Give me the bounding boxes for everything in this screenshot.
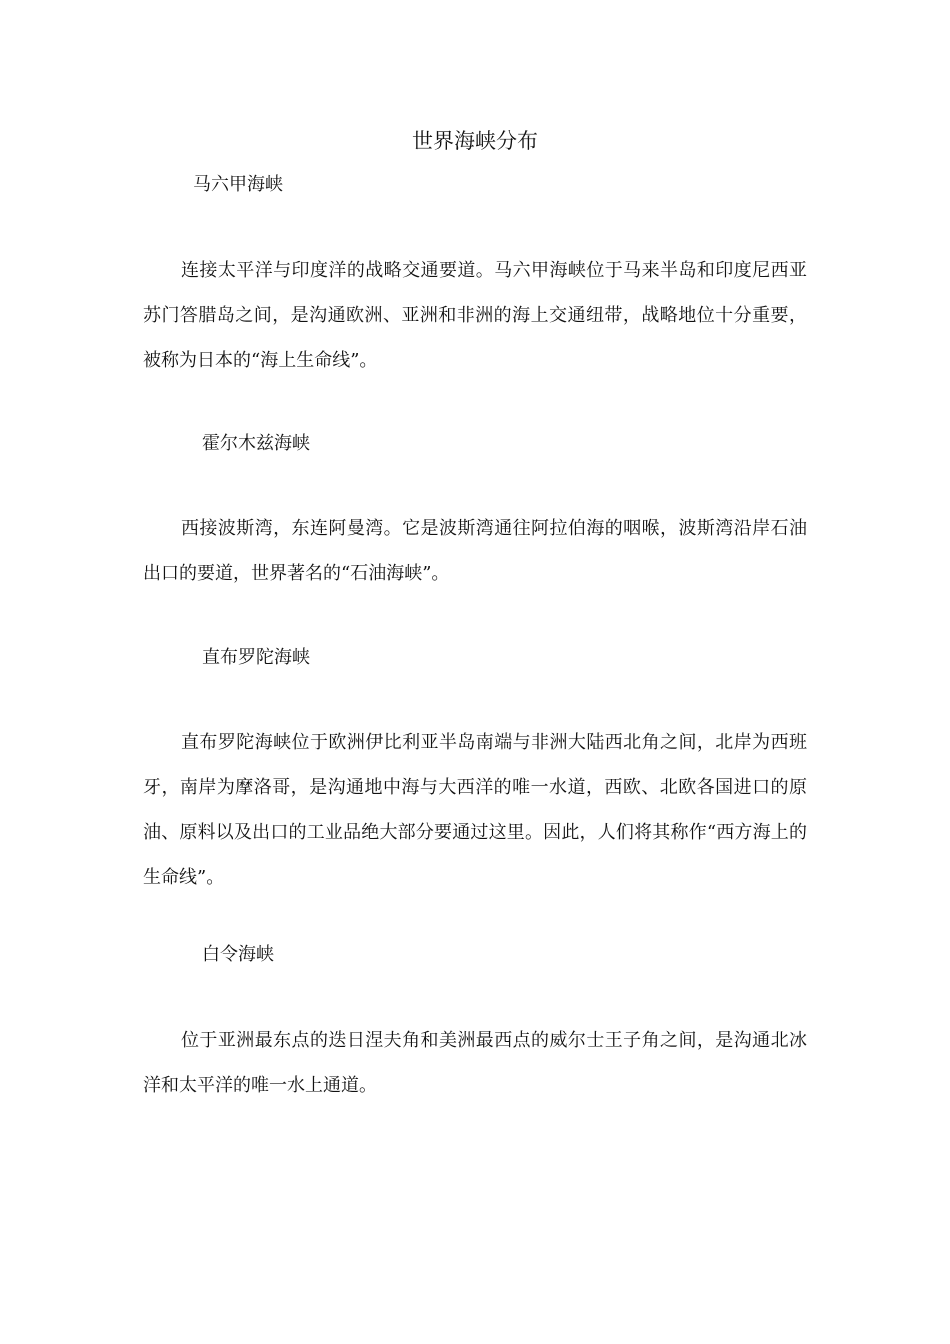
section-body-bering: 位于亚洲最东点的迭日涅夫角和美洲最西点的威尔士王子角之间，是沟通北冰洋和太平洋的唯一水上通道。 — [143, 1030, 807, 1096]
section-body-malacca: 连接太平洋与印度洋的战略交通要道。马六甲海峡位于马来半岛和印度尼西亚苏门答腊岛之间，是沟通欧洲、亚洲和非洲的海上交通纽带，战略地位十分重要，被称为日本的“海上生命线”。 — [143, 260, 807, 371]
section-body-hormuz: 西接波斯湾，东连阿曼湾。它是波斯湾通往阿拉伯海的咽喉，波斯湾沿岸石油出口的要道，世界著名的“石油海峡”。 — [143, 518, 807, 584]
section-heading-malacca: 马六甲海峡 — [193, 174, 283, 195]
document-title: 世界海峡分布 — [412, 129, 538, 153]
section-heading-hormuz: 霍尔木兹海峡 — [202, 433, 310, 454]
section-heading-bering: 白令海峡 — [202, 944, 274, 965]
section-heading-gibraltar: 直布罗陀海峡 — [202, 647, 310, 668]
section-body-gibraltar: 直布罗陀海峡位于欧洲伊比利亚半岛南端与非洲大陆西北角之间，北岸为西班牙，南岸为摩洛哥，是沟通地中海与大西洋的唯一水道，西欧、北欧各国进口的原油、原料以及出口的工业品绝大部分要通过这里。因此，人们将其称作“西方海上的生命线”。 — [143, 732, 807, 888]
